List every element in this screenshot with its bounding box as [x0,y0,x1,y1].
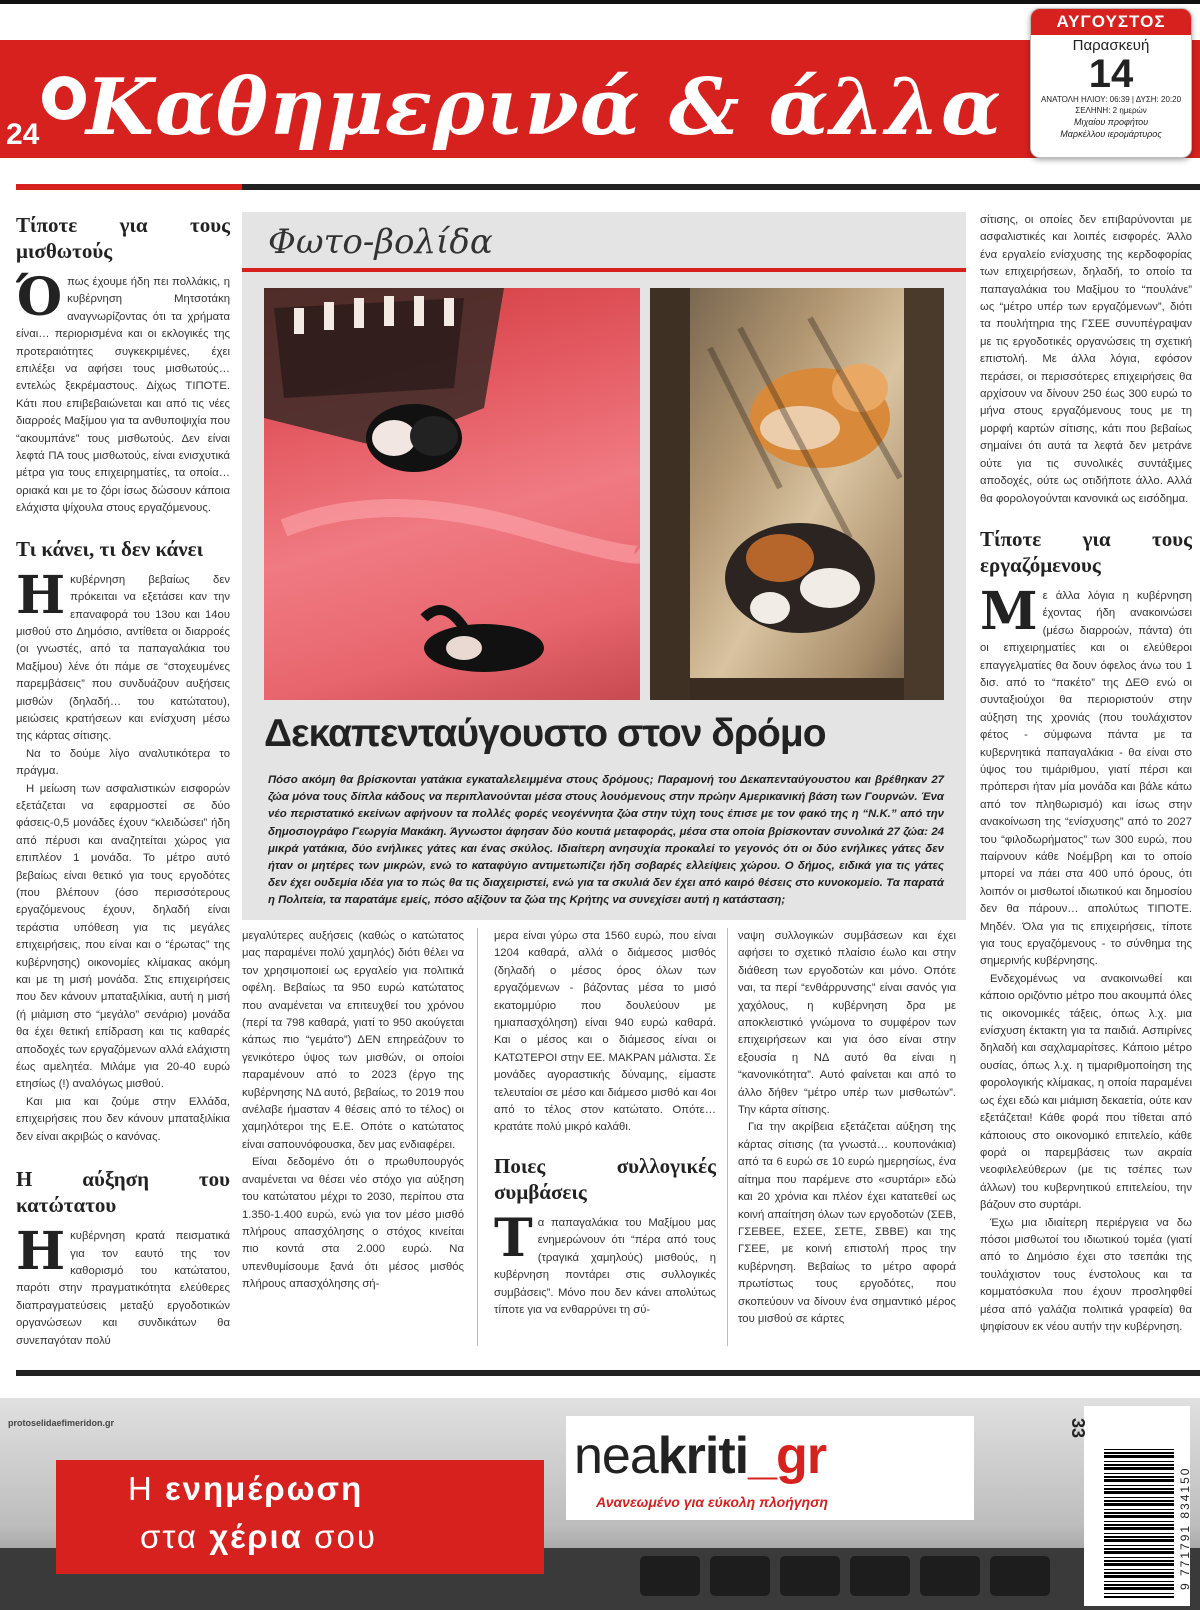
issue-number: 33 [1068,1418,1088,1439]
paragraph: πως έχουμε ήδη πει πολλάκις, η κυβέρνηση Μητσοτάκη αναγνωρίζοντας ότι τα χρήματα είναι… περιορισμένα και οι εκλογικές της προτεραιότητες συγκεκριμένες, έχει επιλέξει να αφήσει τους μισθωτούς… εντελώς ξεκρέμαστους. Δίχως ΤΙΠΟΤΕ. Κάτι που επιβεβαιώνεται και από τις νέες διαρροές Μαξίμου για τα ανθυποψιχία που “ακουμπάνε” τους μισθωτούς. Δεν είναι λεφτά ΠΑ τους μισθωτούς, είναι ενισχυτικά μέτρα για τους επιχειρηματίες, τα οποία… οριακά και με το ζόρι ίσως δώσουν κάποια ελάχιστα ψίχουλα στους εργαζόμενους. [16,276,230,515]
paragraph: Να το δούμε λίγο αναλυτικότερα το πράγμα. [16,747,230,778]
headline-afxisi: Η αύξηση του κατώτατου [16,1167,230,1218]
date-weekday: Παρασκευή [1072,37,1150,54]
saint-of-day-2: Μαρκέλλου ιερομάρτυρος [1060,129,1162,139]
divider-red [16,184,242,190]
source-watermark: protoselidaefimeridon.gr [8,1418,115,1428]
dropcap: Η [16,564,66,626]
dropcap: Η [16,1221,66,1283]
date-day: 14 [1088,52,1134,96]
paragraph: Και μια και ζούμε στην Ελλάδα, επιχειρήσεις που δεν κάνουν μπαταξιλίκια δεν είναι ακριβώς ο κανόνας. [16,1095,230,1143]
column-4 [738,928,956,1346]
section-title: Καθημερινά & άλλα [86,62,1002,153]
kittens-basket-photo [264,288,640,700]
cats-box-illustration [650,288,944,700]
feature-headline: Δεκαπενταύγουστο στον δρόμο [264,712,826,755]
saint-of-day: Μιχαίου προφήτου [1073,117,1149,127]
headline-misthotous: Τίποτε για τους μισθωτούς [16,213,230,263]
paragraph: κυβέρνηση κρατά πεισματικά για τον εαυτό της τον καθορισμό του κατώτατου, παρότι στην πραγματικότητα ελεύθερες διαπραγματεύσεις μεταξύ εργοδοτικών οργανώσεων και συνδικάτων θα συνεπαγόταν πολύ [16,1230,230,1347]
date-box [1030,8,1192,158]
cats-box-photo [650,288,944,700]
barcode-digits: 9 771791 834150 [1178,1466,1192,1590]
paragraph: α παπαγαλάκια του Μαξίμου μας ενημερώνουν ότι “πέρα από τους (τραγικά χαμηλούς) μισθούς, η κυβέρνηση ποντάρει στις συλλογικές συμβάσεις”. Μόνο που δεν κάνει απολύτως τίποτε για να ενθαρρύνει τη σύ- [494,1216,716,1316]
paragraph: Για την ακρίβεια εξετάζεται αύξηση της κάρτας σίτισης (τα γνωστά… κουπονάκια) από τα 6 ευρώ σε 10 ευρώ ημερησίως, ένα αίτημα που παρέμενε στο «συρτάρι» εδώ και 20 χρόνια και πλέον έχει κατατεθεί ως κοινή απαίτηση όλων των εργοδοτών (ΣΕΒ, ΓΣΕΒΕΕ, ΕΣΕΕ, ΣΕΤΕ, ΣΒΒΕ) και της ΓΣΕΕ, με κοινή επιστολή προς την κυβέρνηση. Βεβαίως το μέτρο αφορά πρωτίστως τους εργοδότες, που σκοπεύουν να δίνουν ένα σημαντικό μέρος του μισθού σε κάρτες [738,1121,956,1325]
feature-rule [242,268,966,272]
page-number: 24 [6,118,40,151]
column-divider [727,928,728,1346]
divider-black [242,184,1200,190]
headline-ergazomenous: Τίποτε για τους εργαζόμενους [980,526,1192,577]
paragraph: σίτισης, οι οποίες δεν επιβαρύνονται με ασφαλιστικές και λοιπές εισφορές. Άλλο ένα εργαλείο ενίσχυσης της κερδοφορίας των επιχειρήσεων, δηλαδή, το οποίο τα παπαγαλάκια του Μαξίμου το “πουλάνε” ως “μέτρο υπέρ των εργαζόμενων”, διότι τα πουλήτηρια της ΓΣΕΕ συνυπέγραψαν με τις εργοδοτικές οργανώσεις τη σχετική επιστολή. Με άλλα λόγια, εφόσον περάσει, οι περισσότερες επιχειρήσεις θα αρχίσουν να δίνουν 250 έως 300 ευρώ το μήνα στους εργαζόμενους τους με τη μορφή καρτών σίτισης, κάτι που βεβαίως σημαίνει ότι αυτά τα λεφτά δεν μετράνε ούτε για τις συνολικές συντάξιμες αποδοχές, ούτε ως οτιδήποτε άλλο. Αλλά θα φορολογούνται κανονικά ως εισόδημα. [980,214,1192,505]
paragraph: μεγαλύτερες αυξήσεις (καθώς ο κατώτατος μας παραμένει πολύ χαμηλός) διότι θέλει να τον χρησιμοποιεί ως εργαλείο για πολιτικά οφέλη. Βεβαίως τα 950 ευρώ κατώτατος που αναμένεται να επιτευχθεί του χρόνου (περί τα 798 καθαρά, γιατί το 950 ακούγεται κάπως πιο “γεμάτο”) ΔΕΝ επηρεάζουν το γενικότερο ύψος των μισθών, οι οποίοι παραμένουν από το 2023 (έργο της κυβέρνησης ΝΔ αυτό, βεβαίως, το 2019 που ανέλαβε ήμασταν 4 θέσεις από το τέλος) οι χαμηλότεροι της Ε.Ε. Οπότε ο κατώτατος είναι σαπουνόφουσκα, δεν μας ενδιαφέρει. [242,930,464,1151]
sun-times: ΑΝΑΤΟΛΗ ΗΛΙΟΥ: 06:39 | ΔΥΣΗ: 20:20 [1040,95,1182,104]
paragraph: ναψη συλλογικών συμβάσεων και έχει αφήσει το σχετικό πλαίσιο έωλο και στην διάθεση των εργοδοτών και μόνο. Οπότε ναι, τα περί “ενθάρρυνσης” είναι σανός για χαχόλους, η κυβέρνηση δρα με αποκλειστικό γνώμονα το συμφέρον των επιχειρήσεων και για όσο είναι στην εξουσία η ΝΔ αυτό θα είναι η “κανονικότητα”. Αυτό φαίνεται και από το άλλο δήθεν “μέτρο υπέρ των μισθωτών”. Την κάρτα σίτισης. [738,930,956,1117]
top-border [0,0,1200,4]
paragraph: Είναι δεδομένο ότι ο πρωθυπουργός αναμένεται να θέσει νέο στόχο για αύξηση του κατώτατου μέχρι το 2030, περίπου στα 1.350-1.400 ευρώ, ενώ για τον μέσο μισθό πλήρους απασχόλησης ο στόχος κινείται πιο κοντά στα 2.000 ευρώ. Να υπενθυμίσουμε ξανά ότι μέσος μισθός πλήρους απασχόλησης σή- [242,1156,464,1291]
pen-logo-icon [42,76,86,120]
paragraph: μερα είναι γύρω στα 1560 ευρώ, που είναι 1204 καθαρά, αλλά ο διάμεσος μισθός (δηλαδή ο μέσος όρος όλων των εργαζόμενων - βάζοντας μέσα το μισό εκατομμύριο που δουλεύουν με ημιαπασχόληση) είναι 940 ευρώ καθαρά. Και ο μέσος και ο διάμεσος είναι οι ΚΑΤΩΤΕΡΟΙ στην ΕΕ. ΜΑΚΡΑΝ μάλιστα. Σε μονάδες αγοραστικής δύναμης, είμαστε τελευταίοι σε μέσο και διάμεσο μισθό και 4οι από το τέλος στον κατώτατο. Οπότε… κρατάτε πολύ μικρό καλάθι. [494,930,716,1134]
ad-tagline: Ανανεωμένο για εύκολη πλοήγηση [596,1494,828,1510]
paragraph: Η μείωση των ασφαλιστικών εισφορών εξετάζεται να εφαρμοστεί σε δύο φάσεις-0,5 μονάδες έχουν “κλειδώσει” ήδη από πέρυσι και αναζητείται χώρος για επιπλέον 1 μονάδα. Το μέτρο αυτό βεβαίως είναι θετικό για τους εργοδότες (που βλέπουν (όσο περισσότερους εργαζόμενους έχουν, δηλαδή είναι τεράστια υπόθεση για τις μεγάλες επιχειρήσεις, που είναι και ο “έρωτας” της κυβέρνησης) οικονομίες κλίμακας ακόμη και με τη μισή μονάδα. Στις επιχειρήσεις που δεν κάνουν μπαταξιλίκια, αυτή η μισή (ή μιάμιση στο “μεγάλο” σενάριο) μονάδα θα έχει θετική επίδραση και τις καθαρές αποδοχές των εργαζόμενων αλλά ελάχιστη έως αμελητέα. Μιλάμε για 20-40 ευρώ ετησίως (!) αναλόγως μισθού. [16,782,230,1091]
column-2 [242,928,464,1346]
column-3 [494,928,716,1346]
dropcap: Ό [16,267,63,328]
ad-slogan-line2: στα χέρια σου [140,1518,377,1555]
headline-syllogikes: Ποιες συλλογικές συμβάσεις [494,1153,716,1204]
paragraph: ε άλλα λόγια η κυβέρνηση έχοντας ήδη ανακοινώσει (μέσω διαρροών, πάντα) ότι οι επιχειρηματίες και οι ελεύθεροι επαγγελματίες θα δουν όφελος άνω του 1 δισ. από το “πακέτο” της ΔΕΘ ενώ οι συνταξιούχοι θα περιοριστούν στην αύξηση της χρονιάς (που τουλάχιστον φέτος - σύμφωνα πάντα με τα κυβερνητικά παπαγαλάκια - θα είναι στο ύψος του τιμάριθμου, γιατί πέρσι και πρόπερσι ήταν μία μονάδα και βάλε κάτω από τον πληθωρισμό) και ίσως στην ανακοίνωση της “ενίσχυσης” από το 2027 του “φιλοδωρήματος” των 300 ευρώ, που παίρνουν κάθε Νοέμβρη και το οποίο μπορεί να πάει στα 400 υπό όρους, ότι λοιπόν οι μισθωτοί ιδιωτικού και δημοσίου δεν θα πάρουν… απολύτως ΤΙΠΟΤΕ. Μηδέν. Όλα για τις επιχειρήσεις, τίποτε για τους εργαζόμενους - το σύνθημα της σημερινής κυβέρνησης. [980,589,1192,968]
column-left [16,212,230,1362]
dropcap: Μ [980,580,1038,642]
barcode-icon [1104,1448,1174,1598]
feature-label: Φωτο-βολίδα [268,222,493,262]
date-month: ΑΥΓΟΥΣΤΟΣ [1031,9,1191,35]
bottom-divider [16,1370,1200,1376]
moon-phase: ΣΕΛΗΝΗ: 2 ημερών [1075,106,1147,115]
paragraph: Ενδεχομένως να ανακοινωθεί και κάποιο οριζόντιο μέτρο που ακουμπά όλες τις οικονομικές τάξεις, όπως λ.χ. μια ενίσχυση έκτακτη για τα παιδιά. Ασπιρίνες δηλαδή και σαχλαμαρίτσες. Κάποιο μέτρο ουσίας, όπως λ.χ. η τιμαριθμοποίηση της φορολογικής κλίμακας, η οποία παραμένει ως έχει εδώ και μιάμιση δεκαετία, ούτε καν εξετάζεται! Κάθε φορά που τίθεται από κάποιους στο οικονομικό επιτελείο, κάθε φορά οι παρεμβάσεις των ακραία νεοφιλελεύθερων (με τις τσέπες των άλλων) του κυβερνητικού επιτελείου, την βάζουν στο συρτάρι. [980,972,1192,1212]
ad-slogan-line1: Η ενημέρωση [128,1470,364,1507]
column-divider [477,928,478,1346]
neakriti-logo: neakriti_gr [574,1427,827,1485]
paragraph: κυβέρνηση βεβαίως δεν πρόκειται να εξετάσει καν την επαναφορά του 13ου και 14ου μισθού στο Δημόσιο, αντίθετα οι διαρροές (οι γνωστές, από τα παπαγαλάκια του Μαξίμου) λένε ότι πάμε σε “στοχευμένες παρεμβάσεις” που συνδυάζουν αυξήσεις μισθών (δηλαδή… του κατώτατου), μειώσεις κρατήσεων και ενίσχυση μέσω της κάρτας σίτισης. [16,573,230,743]
dropcap: Τ [494,1207,533,1269]
feature-caption: Πόσο ακόμη θα βρίσκονται γατάκια εγκαταλελειμμένα στους δρόμους; Παραμονή του Δεκαπενταύγουστου και βρέθηκαν 27 ζώα μόνα τους δίπλα κάδους να περιπλανούνται μέσα στους λουόμενους στην πρώην Αμερικανική βάση των Γουρνών. Ένα νέο περιστατικό εκείνων αφήνουν τα πολλές φορές νεογέννητα ζώα στην τύχη τους έπισε με τον φακό της η “Ν.Κ.” από την δημοσιογράφο Γεωργία Μακάκη. Άγνωστοι άφησαν δύο κουτιά μεταφοράς, μέσα στα οποία βρίσκονταν συνολικά 27 ζώα: 24 μικρά γατάκια, δύο ενήλικες γάτες και ένας σκύλος. Ιδιαίτερη ανησυχία προκαλεί το γεγονός ότι οι δύο ενήλικες γάτες δεν ήταν οι μητέρες των μικρών, ενώ το καταφύγιο αντιμετωπίζει ήδη σοβαρές ελλείψεις χώρου. Ο δήμος, ειδικά για τις γάτες δεν έχει ουδεμία ιδέα για το πώς θα τις διαχειριστεί, ενώ για τα σκυλιά δεν έχει από καιρό θέσεις στο κυνοκομείο. Τα παρατά η Πολιτεία, τα παρατάμε εμείς, πόσο αξίζουν τα ζώα της Κρήτης να συνεχίσει αυτή η κατάσταση; [268,774,944,907]
paragraph: Έχω μια ιδιαίτερη περιέργεια να δω πόσοι μισθωτοί του ιδιωτικού τομέα (γιατί από το Δημόσιο έχει στο τσεπάκι της τουλάχιστον τους ένστολους και τα κομματόσκυλα που έχουν προσληφθεί μέσα από γαλάζια πολιτικά γραφεία) θα ψηφίσουν εκ νέου αυτήν την κυβέρνηση. [980,1216,1192,1333]
headline-ti-kanei: Τι κάνει, τι δεν κάνει [16,536,204,561]
kittens-basket-illustration [264,288,640,700]
column-right [980,212,1192,1348]
